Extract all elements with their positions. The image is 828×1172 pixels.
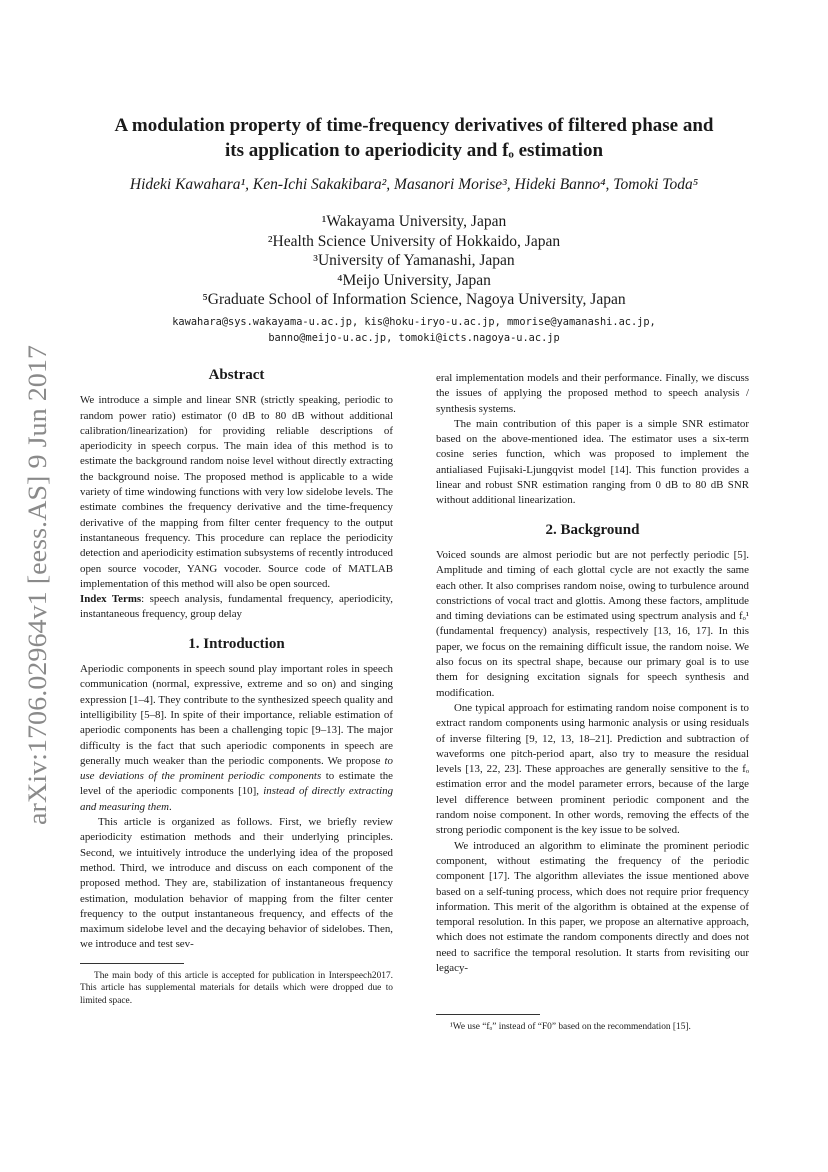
arxiv-id: arXiv:1706.02964v1 [eess.AS] 9 Jun 2017 [23,381,52,825]
footnote-rule [80,963,184,964]
author-list: Hideki Kawahara¹, Ken-Ichi Sakakibara², Masanori Morise³, Hideki Banno⁴, Tomoki Toda⁵ [129,176,699,193]
intro-paragraph-2: This article is organized as follows. First, we briefly review aperiodicity estimation methods and their underlying principles. Second, we intuitively introduce the underlying idea of the proposed method. Third, we introduce and discuss on each component of the proposed method. They are, stabilization of instantaneous frequency estimation, modulation behavior of mapping from the filter center frequency to the output instantaneous frequency, and effects of the maximum sidelobe level and the decaying behavior of sidelobes. Then, we introduce and test sev- [80,816,393,951]
background-paragraph-2: One typical approach for estimating random noise component is to extract random components using harmonic analysis or using residuals of inverse filtering [9, 12, 13, 18–21]. Prediction and subtraction of waveforms one pitch-period apart, also try to measure the residual levels [13, 22, 23]. These approaches are generally sensitive to the fₒ estimation error and the model parameter errors, because of the large level difference between prominent periodic component and the random noise component. In other words, removing the effects of the strong periodic component is the key issue to be solved. [436,701,749,837]
affiliation-1: ¹Wakayama University, Japan [321,213,507,230]
index-terms [80,592,393,623]
left-footnote: The main body of this article is accepted for publication in Interspeech2017. This article has supplemental materials for details which were dropped due to limited space. [80,970,393,1006]
contribution-paragraph: The main contribution of this paper is a simple SNR estimator based on the above-mentioned idea. The estimator uses a six-term cosine series function, which was proposed to implement the antialiased Fujisaki-Ljungqvist model [14]. This function provides a linear and robust SNR estimation ranging from 0 dB to 80 dB SNR without additional linearization. [436,417,749,507]
intro-paragraph-1: Aperiodic components in speech sound play important roles in speech communication (normal, expressive, extreme and so on) and singing expression [1–4]. They contribute to the synthesized speech quality and intelligibility [5–8]. In spite of their importance, reliable estimation of aperiodic components has been a challenging topic [9–13]. The major difficulty is the fact that such aperiodic components in speech are generally much weaker than the periodic components. We propose to use deviations of the prominent periodic components to estimate the level of the aperiodic components [10], instead of directly extracting and measuring them. [80,663,394,813]
title-line-1: A modulation property of time-frequency derivatives of filtered phase and [114,115,714,136]
index-terms-text: : speech analysis, fundamental frequency, aperiodicity, instantaneous frequency, group delay [80,593,393,621]
email-line-1: kawahara@sys.wakayama-u.ac.jp, kis@hoku-iryo-u.ac.jp, mmorise@yamanashi.ac.jp, [172,316,656,328]
email-list [60,314,768,346]
index-terms-label: Index Terms [80,593,142,606]
paper-title [90,113,738,163]
intro-continued-paragraph: eral implementation models and their performance. Finally, we discuss the issues of applying the proposed method to speech analysis / synthesis systems. [436,372,749,415]
introduction-heading: 1. Introduction [188,635,285,652]
title-line-2: its application to aperiodicity and fₒ estimation [224,140,604,161]
arxiv-stamp [8,335,58,835]
affiliation-2: ²Health Science University of Hokkaido, Japan [267,232,561,250]
right-column [436,371,749,976]
right-footnote: ¹We use “fₒ” instead of “F0” based on the recommendation [15]. [450,1022,691,1032]
background-paragraph-3: We introduced an algorithm to eliminate the prominent periodic component, without estimating the frequency of the periodic component [17]. The algorithm alleviates the issue mentioned above based on a self-tuning process, which does not require prior frequency information. This merit of the algorithm is obtained at the expense of temporal resolution. In this paper, we propose an alternative approach, which does not estimate the random components directly and does not need to sacrifice the temporal resolution. It starts from revisiting our legacy- [436,839,749,974]
background-heading: 2. Background [545,521,640,538]
abstract-text: We introduce a simple and linear SNR (strictly speaking, periodic to random power ratio) estimator (0 dB to 80 dB without additional calibration/linearization) for providing reliable descriptions of aperiodicity in speech corpus. The main idea of this method is to estimate the background random noise level without directly extracting the background noise. The proposed method is applicable to a wide variety of time windowing functions with very low sidelobe levels. The estimate combines the frequency derivative and the time-frequency derivative of the mapping from filter center frequency to the output instantaneous frequency. This procedure can replace the periodicity detection and aperiodicity estimation subsystems of recently introduced open source vocoder, YANG vocoder. Source code of MATLAB implementation of this method will also be open sourced. [80,394,393,590]
abstract-heading: Abstract [208,367,265,383]
email-line-2: banno@meijo-u.ac.jp, tomoki@icts.nagoya-u.ac.jp [268,332,560,344]
background-paragraph-1: Voiced sounds are almost periodic but are not perfectly periodic [5]. Amplitude and timing of each glottal cycle are not exactly the same each other. It also comprises random noise, owing to turbulence around constrictions of vocal tract and glottis. Among these factors, amplitude and timing deviations can be estimated using spectrum analysis and fₒ¹ (fundamental frequency) analysis, respectively [13, 16, 17]. In this paper, we focus on the remaining difficult issue, the random noise. We also focus on its spectral shape, because our primary goal is to use them for designing excitation signals for speech synthesis and modification. [436,548,749,699]
affiliation-list [60,212,768,310]
right-footnote-rule [436,1014,540,1015]
left-column [80,368,393,1007]
affiliation-5: ⁵Graduate School of Information Science, Nagoya University, Japan [202,291,626,308]
affiliation-4: ⁴Meijo University, Japan [337,271,491,289]
affiliation-3: ³University of Yamanashi, Japan [313,252,515,269]
right-footnote-area [436,1014,749,1034]
